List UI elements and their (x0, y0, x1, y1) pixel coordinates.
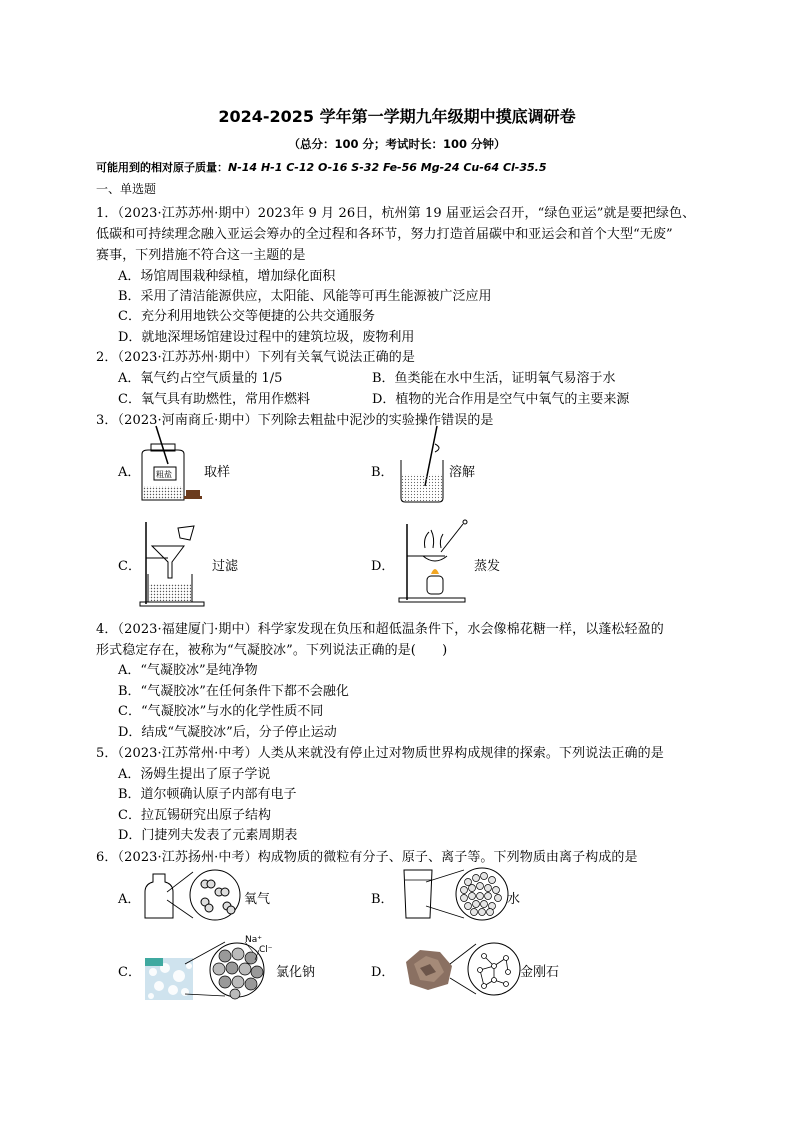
q4-option-d[interactable]: D．结成“气凝胶冰”后，分子停止运动 (118, 725, 337, 740)
question-3-line-1: 3．（2023·河南商丘·期中）下列除去粗盐中泥沙的实验操作错误的是 (96, 413, 494, 428)
q3-option-a[interactable]: A． (118, 465, 141, 480)
question-6-line-1: 6．（2023·江苏扬州·中考）构成物质的微粒有分子、原子、离子等。下列物质由离子构成的是 (96, 850, 638, 865)
atomic-mass: Mg-24 (420, 161, 460, 174)
q2-option-c[interactable]: C．氧气具有助燃性，常用作燃料 (118, 392, 310, 407)
q3-option-c[interactable]: C． (118, 559, 141, 574)
atomic-mass: H-1 (260, 161, 283, 174)
q3-option-d[interactable]: D． (371, 559, 395, 574)
q3-label-filtration: 过滤 (212, 559, 239, 574)
q1-option-a[interactable]: A．场馆周围栽种绿植，增加绿化面积 (118, 269, 336, 284)
water-molecules-illustration (402, 866, 512, 922)
question-1-line-2: 低碳和可持续理念融入亚运会筹办的全过程和各环节，努力打造首届碳中和亚运会和首个大型“无废” (96, 227, 673, 242)
section-heading: 一、单选题 (96, 182, 157, 196)
q3-option-b[interactable]: B． (371, 465, 394, 480)
q1-option-d[interactable]: D．就地深埋场馆建设过程中的建筑垃圾，废物利用 (118, 330, 415, 345)
atomic-mass: N-14 (228, 161, 258, 174)
q5-option-b[interactable]: B．道尔顿确认原子内部有电子 (118, 787, 297, 802)
q2-option-b[interactable]: B．鱼类能在水中生活，证明氧气易溶于水 (372, 371, 616, 386)
atomic-mass: Cl-35.5 (502, 161, 547, 174)
q6-label-oxygen: 氧气 (244, 892, 271, 907)
oxygen-molecules-illustration (145, 870, 245, 922)
question-5-line-1: 5．（2023·江苏常州·中考）人类从来就没有停止过对物质世界构成规律的探索。下列说法正确的是 (96, 746, 664, 761)
q6-label-water: 水 (507, 892, 521, 907)
question-1-line-3: 赛事，下列措施不符合这一主题的是 (96, 248, 306, 263)
q1-option-c[interactable]: C．充分利用地铁公交等便捷的公共交通服务 (118, 309, 375, 324)
diamond-illustration (400, 938, 525, 1000)
dissolving-illustration (395, 424, 455, 504)
q5-option-d[interactable]: D．门捷列夫发表了元素周期表 (118, 828, 298, 843)
atomic-mass: C-12 (286, 161, 315, 174)
q2-option-a[interactable]: A．氧气约占空气质量的 1/5 (118, 371, 283, 386)
q4-option-a[interactable]: A．“气凝胶冰”是纯净物 (118, 663, 258, 678)
chloride-ion-label: Cl⁻ (259, 945, 273, 955)
q6-label-diamond: 金刚石 (520, 965, 560, 980)
q6-option-c[interactable]: C． (118, 965, 141, 980)
q3-label-sampling: 取样 (204, 465, 231, 480)
question-1-line-1: 1．（2023·江苏苏州·期中）2023年 9 月 26日，杭州第 19 届亚运会召开，“绿色亚运”就是要把绿色、 (96, 206, 696, 221)
sampling-illustration (134, 424, 204, 506)
q3-label-dissolving: 溶解 (449, 465, 476, 480)
q6-option-d[interactable]: D． (371, 965, 395, 980)
q4-option-b[interactable]: B．“气凝胶冰”在任何条件下都不会融化 (118, 684, 349, 699)
sodium-chloride-illustration (145, 932, 275, 1002)
q4-option-c[interactable]: C．“气凝胶冰”与水的化学性质不同 (118, 704, 324, 719)
filtration-illustration (138, 518, 208, 608)
reagent-label: 粗盐 (156, 470, 172, 479)
q5-option-a[interactable]: A．汤姆生提出了原子学说 (118, 767, 271, 782)
atomic-mass: Cu-64 (463, 161, 500, 174)
sodium-ion-label: Na⁺ (245, 935, 262, 945)
question-2-line-1: 2．（2023·江苏苏州·期中）下列有关氧气说法正确的是 (96, 350, 415, 365)
atomic-mass: O-16 (318, 161, 348, 174)
atomic-masses (96, 159, 547, 175)
q3-label-evaporation: 蒸发 (474, 559, 501, 574)
exam-title: 2024-2025 学年第一学期九年级期中摸底调研卷 (218, 107, 576, 126)
q6-option-b[interactable]: B． (371, 892, 394, 907)
atomic-masses-prefix: 可能用到的相对原子质量： (96, 161, 228, 174)
q6-label-sodium-chloride: 氯化钠 (276, 965, 316, 980)
question-4-line-2: 形式稳定存在，被称为“气凝胶冰”。下列说法正确的是( ) (96, 643, 448, 658)
question-4-line-1: 4．（2023·福建厦门·期中）科学家发现在负压和超低温条件下，水会像棉花糖一样，以蓬松轻盈的 (96, 622, 664, 637)
evaporation-illustration (395, 518, 475, 608)
q5-option-c[interactable]: C．拉瓦锡研究出原子结构 (118, 808, 271, 823)
atomic-mass: Fe-56 (382, 161, 417, 174)
exam-subtitle: （总分：100 分；考试时长：100 分钟） (288, 137, 506, 151)
q1-option-b[interactable]: B．采用了清洁能源供应，太阳能、风能等可再生能源被广泛应用 (118, 289, 492, 304)
q2-option-d[interactable]: D．植物的光合作用是空气中氧气的主要来源 (372, 392, 630, 407)
q6-option-a[interactable]: A． (118, 892, 141, 907)
atomic-mass: S-32 (351, 161, 380, 174)
